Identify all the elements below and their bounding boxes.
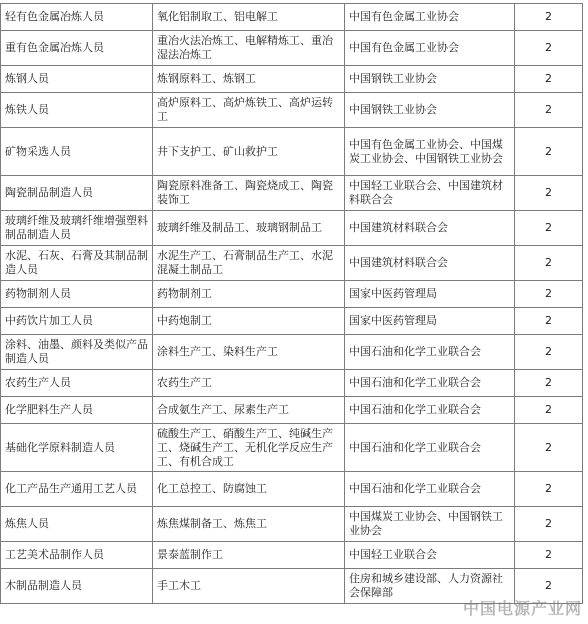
job-titles-cell: 高炉原料工、高炉炼铁工、高炉运转工	[153, 93, 345, 128]
table-row	[1, 4, 583, 31]
organization-cell: 国家中医药管理局	[345, 281, 515, 308]
occupation-cell: 农药生产人员	[1, 370, 153, 397]
job-titles-cell: 景泰蓝制作工	[153, 542, 345, 569]
count-cell: 2	[515, 569, 583, 604]
job-titles-cell: 炼钢原料工、炼钢工	[153, 66, 345, 93]
count-cell: 2	[515, 308, 583, 335]
job-titles-cell: 硫酸生产工、硝酸生产工、纯碱生产工、烧碱生产工、无机化学反应生产工、有机合成工	[153, 424, 345, 472]
count-cell: 2	[515, 472, 583, 507]
table-body	[1, 4, 583, 604]
occupation-cell: 轻有色金属冶炼人员	[1, 4, 153, 31]
count-cell: 2	[515, 176, 583, 211]
count-cell: 2	[515, 335, 583, 370]
occupation-cell: 药物制剂人员	[1, 281, 153, 308]
table-row	[1, 370, 583, 397]
occupation-cell: 陶瓷制品制造人员	[1, 176, 153, 211]
job-titles-cell: 重冶火法冶炼工、电解精炼工、重冶湿法冶炼工	[153, 31, 345, 66]
count-cell: 2	[515, 31, 583, 66]
occupation-cell: 基础化学原料制造人员	[1, 424, 153, 472]
occupation-cell: 木制品制造人员	[1, 569, 153, 604]
organization-cell: 中国石油和化学工业联合会	[345, 472, 515, 507]
count-cell: 2	[515, 128, 583, 176]
table-row	[1, 472, 583, 507]
count-cell: 2	[515, 4, 583, 31]
organization-cell: 中国钢铁工业协会	[345, 93, 515, 128]
organization-cell: 中国石油和化学工业联合会	[345, 424, 515, 472]
occupation-cell: 中药饮片加工人员	[1, 308, 153, 335]
organization-cell: 中国有色金属工业协会	[345, 31, 515, 66]
count-cell: 2	[515, 281, 583, 308]
organization-cell: 中国建筑材料联合会	[345, 211, 515, 246]
occupation-cell: 工艺美术品制作人员	[1, 542, 153, 569]
count-cell: 2	[515, 246, 583, 281]
job-titles-cell: 中药炮制工	[153, 308, 345, 335]
occupation-cell: 涂料、油墨、颜料及类似产品制造人员	[1, 335, 153, 370]
count-cell: 2	[515, 66, 583, 93]
watermark: 中国电源产业网	[462, 599, 582, 618]
job-titles-cell: 合成氨生产工、尿素生产工	[153, 397, 345, 424]
organization-cell: 中国煤炭工业协会、中国钢铁工业协会	[345, 507, 515, 542]
occupation-cell: 炼铁人员	[1, 93, 153, 128]
job-titles-cell: 涂料生产工、染料生产工	[153, 335, 345, 370]
count-cell: 2	[515, 370, 583, 397]
job-titles-cell: 手工木工	[153, 569, 345, 604]
organization-cell: 中国石油和化学工业联合会	[345, 397, 515, 424]
occupation-cell: 玻璃纤维及玻璃纤维增强塑料制品制造人员	[1, 211, 153, 246]
job-titles-cell: 药物制剂工	[153, 281, 345, 308]
count-cell: 2	[515, 542, 583, 569]
organization-cell: 中国建筑材料联合会	[345, 246, 515, 281]
table-row	[1, 211, 583, 246]
job-titles-cell: 水泥生产工、石膏制品生产工、水泥混凝土制品工	[153, 246, 345, 281]
count-cell: 2	[515, 211, 583, 246]
table-row	[1, 542, 583, 569]
count-cell: 2	[515, 397, 583, 424]
organization-cell: 中国有色金属工业协会、中国煤炭工业协会、中国钢铁工业协会	[345, 128, 515, 176]
table-row	[1, 66, 583, 93]
table-row	[1, 397, 583, 424]
occupation-cell: 炼钢人员	[1, 66, 153, 93]
organization-cell: 中国石油和化学工业联合会	[345, 335, 515, 370]
occupation-cell: 化学肥料生产人员	[1, 397, 153, 424]
occupation-table	[0, 3, 583, 604]
organization-cell: 中国钢铁工业协会	[345, 66, 515, 93]
table-row	[1, 281, 583, 308]
table-row	[1, 128, 583, 176]
occupation-cell: 化工产品生产通用工艺人员	[1, 472, 153, 507]
organization-cell: 住房和城乡建设部、人力资源社会保障部	[345, 569, 515, 604]
table-row	[1, 308, 583, 335]
job-titles-cell: 氧化铝制取工、铝电解工	[153, 4, 345, 31]
count-cell: 2	[515, 93, 583, 128]
job-titles-cell: 玻璃纤维及制品工、玻璃钢制品工	[153, 211, 345, 246]
job-titles-cell: 化工总控工、防腐蚀工	[153, 472, 345, 507]
table-row	[1, 424, 583, 472]
organization-cell: 中国石油和化学工业联合会	[345, 370, 515, 397]
job-titles-cell: 陶瓷原料准备工、陶瓷烧成工、陶瓷装饰工	[153, 176, 345, 211]
table-row	[1, 335, 583, 370]
table-row	[1, 246, 583, 281]
occupation-cell: 矿物采选人员	[1, 128, 153, 176]
table-row	[1, 31, 583, 66]
table-row	[1, 176, 583, 211]
count-cell: 2	[515, 507, 583, 542]
count-cell: 2	[515, 424, 583, 472]
job-titles-cell: 农药生产工	[153, 370, 345, 397]
organization-cell: 中国轻工业联合会	[345, 542, 515, 569]
organization-cell: 中国轻工业联合会、中国建筑材料联合会	[345, 176, 515, 211]
occupation-cell: 重有色金属冶炼人员	[1, 31, 153, 66]
occupation-cell: 炼焦人员	[1, 507, 153, 542]
job-titles-cell: 炼焦煤制备工、炼焦工	[153, 507, 345, 542]
occupation-cell: 水泥、石灰、石膏及其制品制造人员	[1, 246, 153, 281]
table-row	[1, 93, 583, 128]
table-row	[1, 507, 583, 542]
job-titles-cell: 井下支护工、矿山救护工	[153, 128, 345, 176]
organization-cell: 国家中医药管理局	[345, 308, 515, 335]
organization-cell: 中国有色金属工业协会	[345, 4, 515, 31]
